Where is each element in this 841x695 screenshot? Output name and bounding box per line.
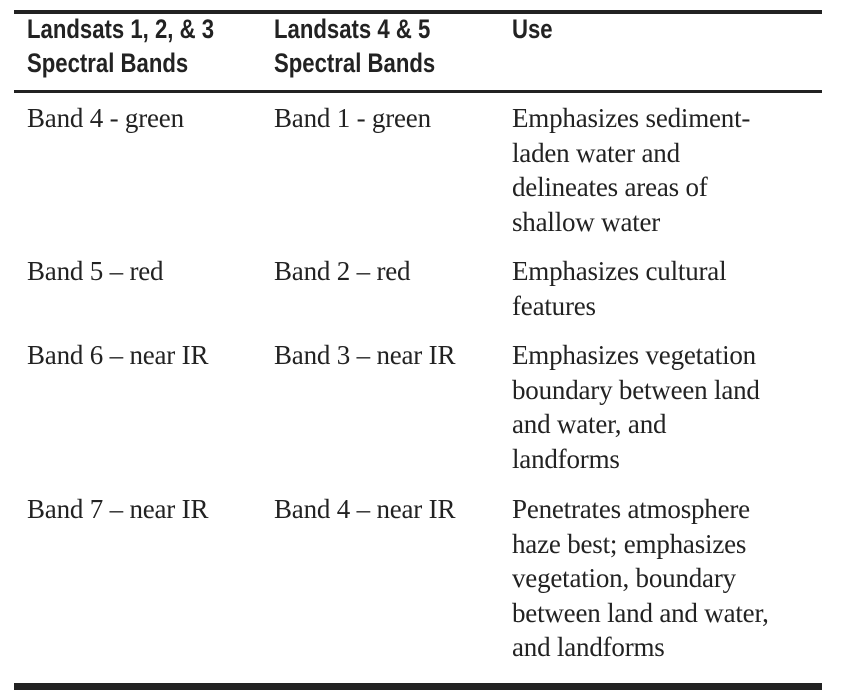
- header-line: Spectral Bands: [274, 48, 436, 78]
- use-line: shallow water: [512, 206, 661, 237]
- cell-landsat123-band: Band 7 – near IR: [27, 494, 209, 524]
- cell-landsat123-band: Band 6 – near IR: [27, 340, 209, 370]
- header-landsats-123: [27, 12, 214, 80]
- cell-use: [512, 101, 832, 239]
- cell-use: [512, 492, 832, 665]
- use-line: delineates areas of: [512, 172, 708, 202]
- use-line: laden water and: [512, 137, 680, 168]
- use-line: between land and water,: [512, 597, 769, 628]
- use-line: features: [512, 290, 596, 321]
- use-line: vegetation, boundary: [512, 563, 736, 593]
- header-line: Landsats 4 & 5: [274, 14, 431, 44]
- cell-landsat123-band: Band 4 - green: [27, 103, 184, 133]
- header-use: [512, 12, 553, 46]
- use-line: and landforms: [512, 632, 665, 662]
- header-landsats-45: [274, 12, 435, 80]
- cell-use: [512, 338, 832, 476]
- use-line: Emphasizes cultural: [512, 256, 727, 286]
- use-line: Emphasizes sediment-: [512, 103, 751, 133]
- cell-use: [512, 254, 832, 323]
- header-line: Landsats 1, 2, & 3: [27, 14, 215, 44]
- table-bottom-rule: [14, 683, 822, 690]
- cell-landsat45-band: Band 1 - green: [274, 103, 431, 133]
- header-rule: [14, 90, 822, 93]
- cell-landsat45-band: Band 4 – near IR: [274, 494, 456, 524]
- use-line: haze best; emphasizes: [512, 528, 747, 559]
- cell-landsat123-band: Band 5 – red: [27, 256, 164, 286]
- use-line: and water, and: [512, 409, 667, 439]
- use-line: Emphasizes vegetation: [512, 340, 756, 370]
- cell-landsat45-band: Band 3 – near IR: [274, 340, 456, 370]
- use-line: boundary between land: [512, 374, 760, 405]
- header-line: Use: [512, 14, 553, 44]
- use-line: Penetrates atmosphere: [512, 494, 750, 524]
- use-line: landforms: [512, 443, 620, 474]
- header-line: Spectral Bands: [27, 48, 189, 78]
- cell-landsat45-band: Band 2 – red: [274, 256, 411, 286]
